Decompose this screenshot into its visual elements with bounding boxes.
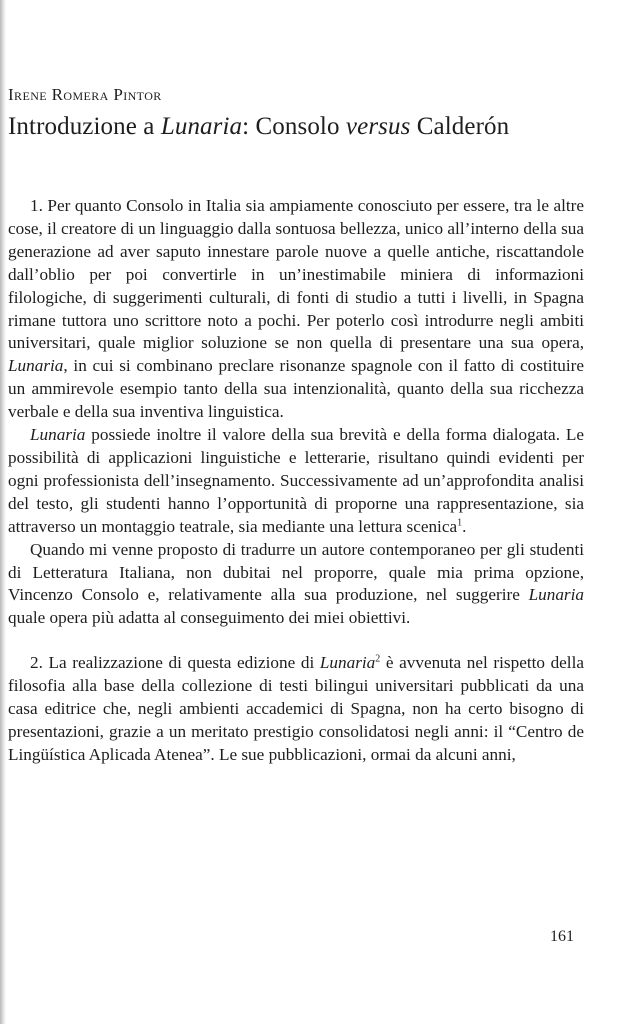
text-run: quale opera più adatta al conseguimento dei miei obiettivi.: [8, 608, 411, 628]
text-run: 1. Per quanto Consolo in Italia sia ampiamente conosciuto per essere, tra le altre cose, il creatore di un linguaggio dalla sontuosa bellezza, unico all’interno della sua generazione ad aver saputo innestare parole nuove a quelle antiche, riscattandole dall’oblio per poi convertirle in un’inestimabile miniera di informazioni filologiche, di suggerimenti culturali, di fonti di studio a tutti i livelli, in Spagna rimane tuttora uno scrittore noto a pochi. Per poterlo così introdurre negli ambiti universitari, quale miglior soluzione se non quella di presentare una sua opera,: [8, 196, 584, 353]
italic-work-title: Lunaria: [8, 356, 64, 376]
footnote-ref: 1: [457, 516, 463, 528]
title-part: Introduzione a: [8, 113, 161, 140]
article-title: [8, 112, 584, 142]
italic-work-title: Lunaria: [528, 585, 584, 605]
title-part: Calderón: [410, 113, 510, 140]
page-number: 161: [550, 928, 574, 945]
text-run: Quando mi venne proposto di tradurre un autore contemporaneo per gli studenti di Letteratura Italiana, non dubitai nel proporre, quale mia prima opzione, Vincenzo Consolo e, relativamente alla sua produzione, nel suggerire: [8, 539, 584, 605]
italic-work-title: Lunaria: [30, 425, 86, 445]
footnote-ref: 2: [375, 653, 381, 665]
page-edge-shadow: [0, 0, 6, 1024]
paragraph-2: [8, 424, 584, 539]
text-run: , in cui si combinano preclare risonanze spagnole con il fatto di costituire un ammirevole esempio tanto della sua intenzionalità, quanto della sua ricchezza verbale e della sua inventiva linguistica.: [8, 356, 584, 422]
text-run: è avvenuta nel rispetto della filosofia alla base della collezione di testi bilingui universitari pubblicati da una casa editrice che, negli ambienti accademici di Spagna, non ha certo bisogno di presentazioni, grazie a un meritato prestigio consolidatosi negli anni: il “Centro de Lingüística Aplicada Atenea”. Le sue pubblicazioni, ormai da alcuni anni,: [8, 653, 584, 764]
paragraph-4: [8, 652, 584, 767]
text-run: possiede inoltre il valore della sua brevità e della forma dialogata. Le possibilità di applicazioni linguistiche e letterarie, risultano quindi evidenti per ogni professionista dell’insegnamento. Successivamente ad un’approfondita analisi del testo, gli studenti hanno l’opportunità di proporne una rappresentazione, sia attraverso un montaggio teatrale, sia mediante una lettura scenica: [8, 425, 584, 536]
paragraph-1: [8, 195, 584, 424]
title-italic-lunaria: Lunaria: [160, 113, 243, 140]
author-name: Irene Romera Pintor: [8, 85, 162, 104]
text-run: .: [462, 516, 467, 536]
title-part: : Consolo: [242, 113, 346, 140]
text-run: 2. La realizzazione di questa edizione di: [30, 653, 320, 673]
paragraph-3: [8, 539, 584, 631]
article-header: [8, 84, 584, 142]
body-text: [8, 195, 584, 767]
italic-work-title: Lunaria: [319, 653, 376, 673]
title-italic-versus: versus: [345, 113, 411, 140]
